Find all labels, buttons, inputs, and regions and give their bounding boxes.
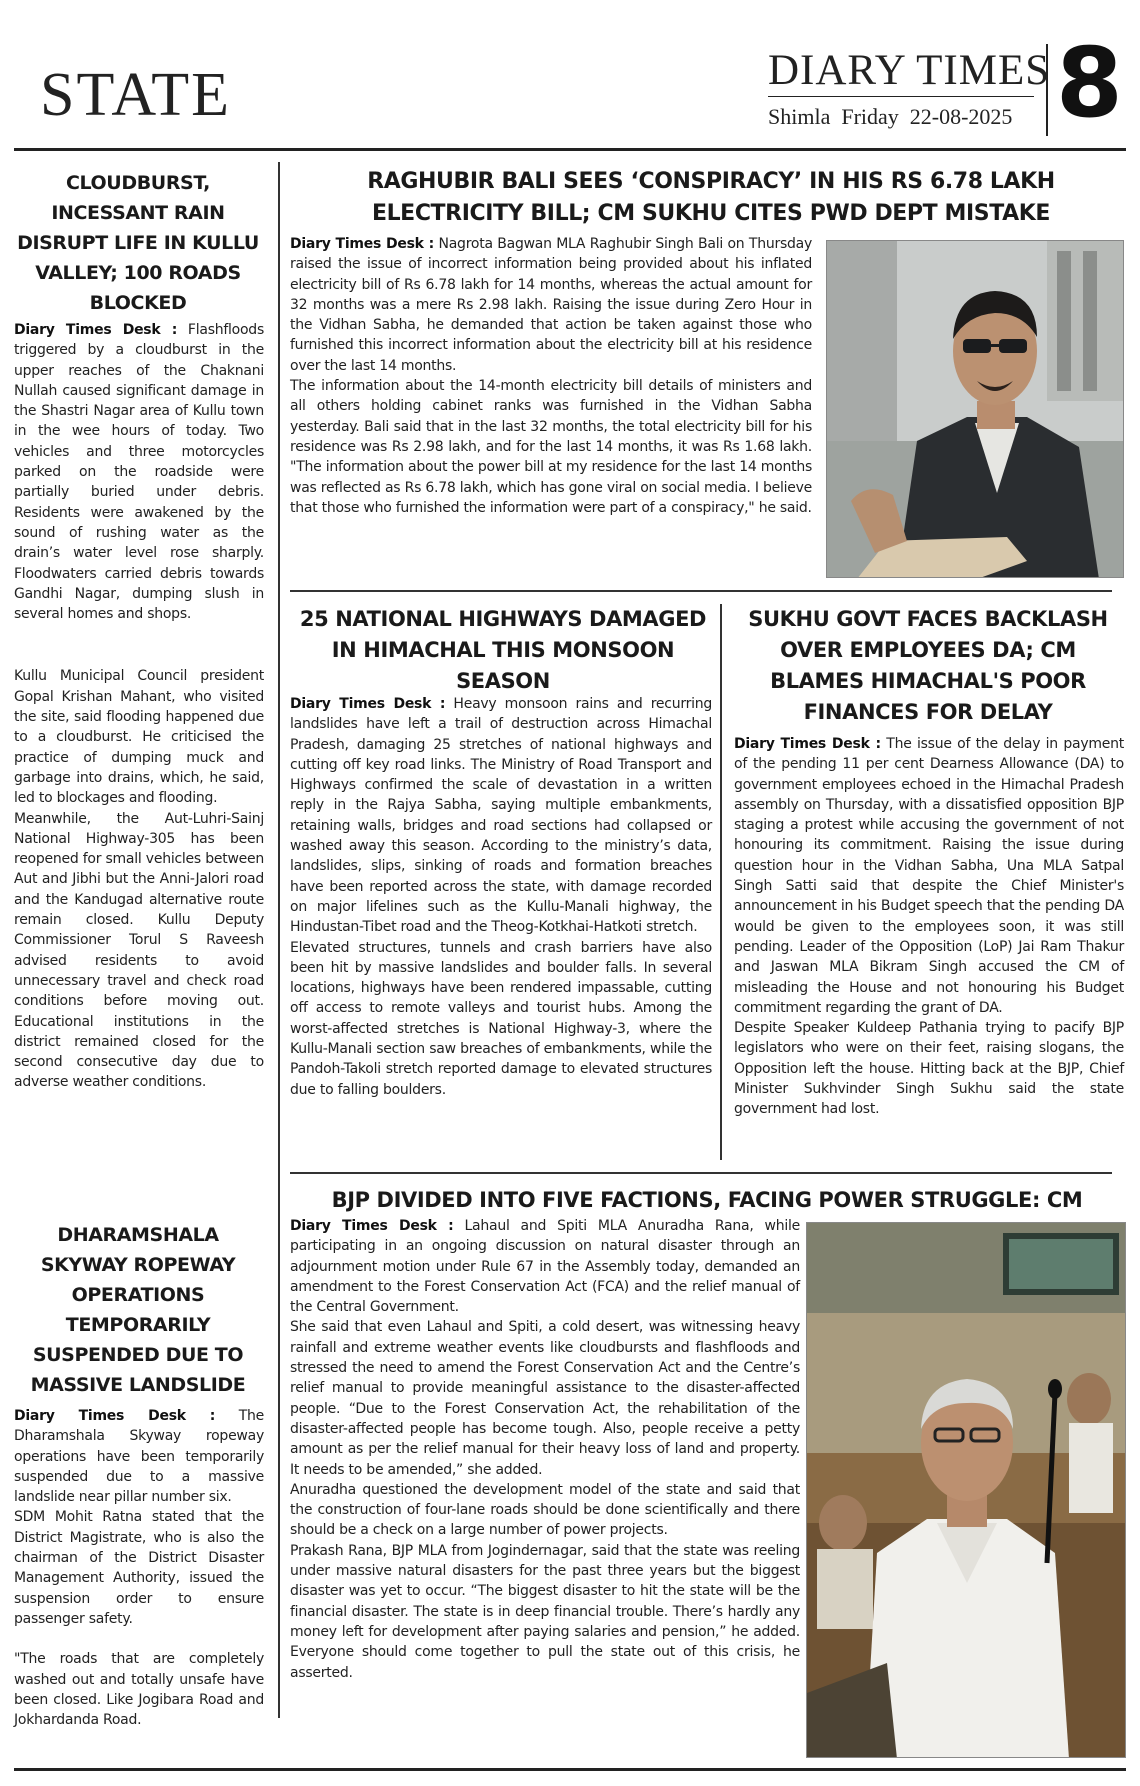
kullu-para-1: Diary Times Desk : Flashfloods triggered by a cloudburst in the upper reaches of the Chaknani Nullah caused significant damage in the Shastri Nagar area of Kullu town in the wee hours of today. Two vehicles and three motorcycles parked on the roadside were partially buried under debris. Residents were awakened by the sound of rushing water as the drain’s water level rose sharply. Floodwaters carried debris towards Gandhi Nagar, dumping slush in several homes and shops. bbox=[14, 322, 264, 623]
ropeway-para-2: SDM Mohit Ratna stated that the District Magistrate, who is also the chairman of the District Disaster Management Authority, issued the suspension order to ensure passenger safety. bbox=[14, 1509, 264, 1627]
bali-photo bbox=[826, 240, 1124, 578]
section-title: STATE bbox=[40, 61, 232, 129]
bjp-para-1: Diary Times Desk : Lahaul and Spiti MLA Anuradha Rana, while participating in an ongoing discussion on natural disaster through an adjournment motion under Rule 67 in the Assembly today, demanded an amendment to the Forest Conservation Act (FCA) and the relief manual of the Central Government. bbox=[290, 1218, 800, 1316]
bali-para-2: The information about the 14-month electricity bill details of ministers and all others holding cabinet ranks was furnished in the Vidhan Sabha yesterday. Bali said that in the last 32 months, the total electricity bill for his residence was Rs 2.98 lakh, and for the last 14 months, it was Rs 1.68 lakh. "The information about the power bill at my residence for the last 14 months was reflected as Rs 6.78 lakh, which has gone viral on social media. I believe that those who furnished the information were part of a conspiracy," he said. bbox=[290, 378, 812, 516]
bali-para-1: Diary Times Desk : Nagrota Bagwan MLA Raghubir Singh Bali on Thursday raised the issue of incorrect information being provided about his inflated electricity bill of Rs 6.78 lakh for 14 months, whereas the actual amount for 32 months was a mere Rs 2.98 lakh. Raising the issue during Zero Hour in the Vidhan Sabha, he demanded that action be taken against those who furnished this incorrect information about the electricity bill at his residence over the last 14 months. bbox=[290, 236, 812, 374]
bali-body bbox=[290, 234, 812, 518]
da-para-1: Diary Times Desk : The issue of the delay in payment of the pending 11 per cent Dearness Allowance (DA) to government employees echoed in the Himachal Pradesh assembly on Thursday, with a dissatisfied opposition BJP staging a protest while accusing the government of not honouring its commitment. Raising the issue during question hour in the Vidhan Sabha, Una MLA Satpal Singh Satti said that despite the Chief Minister's announcement in his Budget speech that the pending DA would be given to the employees soon, it was still pending. Leader of the Opposition (LoP) Jai Ram Thakur and Jaswan MLA Bikram Singh accused the CM of misleading the House and not honouring his Budget commitment regarding the grant of DA. bbox=[734, 736, 1124, 1016]
masthead-divider bbox=[1046, 44, 1048, 136]
ropeway-body bbox=[14, 1406, 264, 1730]
kullu-body bbox=[14, 320, 264, 1093]
kullu-headline: CLOUDBURST, INCESSANT RAIN DISRUPT LIFE IN KULLU VALLEY; 100 ROADS BLOCKED bbox=[17, 172, 259, 314]
bjp-byline: Diary Times Desk : bbox=[290, 1218, 454, 1234]
ropeway-headline: DHARAMSHALA SKYWAY ROPEWAY OPERATIONS TEMPORARILY SUSPENDED DUE TO MASSIVE LANDSLIDE bbox=[30, 1224, 246, 1396]
da-byline: Diary Times Desk : bbox=[734, 736, 881, 752]
ropeway-para-1: Diary Times Desk : The Dharamshala Skyway ropeway operations have been temporarily suspended due to a massive landslide near pillar number six. bbox=[14, 1408, 264, 1506]
kullu-para-2: Kullu Municipal Council president Gopal Krishan Mahant, who visited the site, said flooding happened due to a cloudburst. He criticised the practice of dumping muck and garbage into drains, which, he said, led to blockages and flooding. bbox=[14, 668, 264, 807]
cm-photo bbox=[806, 1222, 1126, 1758]
highways-para-1: Diary Times Desk : Heavy monsoon rains and recurring landslides have left a trail of destruction across Himachal Pradesh, damaging 25 stretches of national highways and cutting off key road links. The Ministry of Road Transport and Highways confirmed the scale of devastation in a written reply in the Rajya Sabha, saying multiple embankments, retaining walls, bridges and road sections had collapsed or washed away this season. According to the ministry’s data, landslides, slips, sinking of roads and formation breaches have been reported across the state, with damage recorded on major lifelines such as the Kullu-Manali highway, the Hindustan-Tibet road and the Theog-Kotkhai-Hatkoti stretch. bbox=[290, 696, 712, 936]
dateline: Shimla Friday 22-08-2025 bbox=[768, 104, 1013, 129]
highways-para-2: Elevated structures, tunnels and crash barriers have also been hit by massive landslides and boulder falls. In several locations, highways have been rendered impassable, cutting off access to remote valleys and tourist hubs. Among the worst-affected stretches is National Highway-3, where the Kullu-Manali section saw breaches of embankments, while the Pandoh-Takoli stretch reported damage to elevated structures due to falling boulders. bbox=[290, 939, 712, 1098]
masthead-underline bbox=[768, 96, 1034, 97]
bottom-rule bbox=[14, 1768, 1126, 1771]
kullu-para-3: Meanwhile, the Aut-Luhri-Sainj National Highway-305 has been reopened for small vehicles between Aut and Jibhi but the Anni-Jalori road and the Kandugad alternative route remain closed. Kullu Deputy Commissioner Torul S Raveesh advised residents to avoid unnecessary travel and check road conditions before moving out. Educational institutions in the district remained closed for the second consecutive day due to adverse weather conditions. bbox=[14, 810, 264, 1091]
bali-byline: Diary Times Desk : bbox=[290, 236, 434, 252]
cm-photo-image bbox=[807, 1223, 1126, 1758]
highways-byline: Diary Times Desk : bbox=[290, 696, 446, 712]
bjp-body bbox=[290, 1216, 800, 1683]
da-body bbox=[734, 734, 1124, 1120]
ropeway-byline: Diary Times Desk : bbox=[14, 1408, 216, 1424]
bjp-para-3: Anuradha questioned the development model of the state and said that the construction of four-lane roads should be done scientifically and there should be a check on a large number of power projects. bbox=[290, 1481, 800, 1539]
highways-headline: 25 NATIONAL HIGHWAYS DAMAGED IN HIMACHAL THIS MONSOON SEASON bbox=[299, 607, 707, 693]
left-column-rule bbox=[278, 162, 280, 1718]
page-number: 8 bbox=[1056, 27, 1123, 139]
top-story-bottom-rule bbox=[290, 590, 1112, 592]
bottom-story-top-rule bbox=[290, 1172, 1112, 1174]
middle-column-rule bbox=[720, 604, 722, 1160]
bjp-headline: BJP DIVIDED INTO FIVE FACTIONS, FACING POWER STRUGGLE: CM bbox=[331, 1188, 1083, 1212]
top-rule bbox=[14, 148, 1126, 151]
newspaper-name: DIARY TIMES bbox=[768, 47, 1051, 94]
bali-photo-image bbox=[827, 241, 1124, 578]
highways-body bbox=[290, 694, 712, 1100]
bjp-para-4: Prakash Rana, BJP MLA from Jogindernagar, said that the state was reeling under massive natural disasters for the past three years but the biggest disaster was yet to occur. “The biggest disaster to hit the state will be the financial disaster. The state is in deep financial trouble. There’s hardly any money left for development after paying salaries and pension,” he added. Everyone should come together to pull the state out of this crisis, he asserted. bbox=[290, 1542, 800, 1681]
bali-headline: RAGHUBIR BALI SEES ‘CONSPIRACY’ IN HIS RS 6.78 LAKH ELECTRICITY BILL; CM SUKHU CITES PWD DEPT MISTAKE bbox=[367, 169, 1055, 226]
da-para-2: Despite Speaker Kuldeep Pathania trying to pacify BJP legislators who were on their feet, raising slogans, the Opposition left the house. Hitting back at the BJP, Chief Minister Sukhvinder Singh Sukhu said the state government had lost. bbox=[734, 1020, 1124, 1118]
ropeway-para-3: "The roads that are completely washed out and totally unsafe have been closed. Like Jogibara Road and Jokhardanda Road. bbox=[14, 1651, 264, 1729]
kullu-byline: Diary Times Desk : bbox=[14, 322, 178, 338]
bjp-para-2: She said that even Lahaul and Spiti, a cold desert, was witnessing heavy rainfall and extreme weather events like cloudbursts and flashfloods and stressed the need to amend the Forest Conservation Act and the Centre’s relief manual to provide meaningful assistance to the disaster-affected people. “Due to the Forest Conservation Act, the rehabilitation of the disaster-affected people has become tough. Also, people receive a petty amount as per the relief manual for their heavy loss of land and property. It needs to be amended,” she added. bbox=[290, 1319, 800, 1478]
da-headline: SUKHU GOVT FACES BACKLASH OVER EMPLOYEES DA; CM BLAMES HIMACHAL'S POOR FINANCES FOR DELAY bbox=[748, 607, 1108, 724]
